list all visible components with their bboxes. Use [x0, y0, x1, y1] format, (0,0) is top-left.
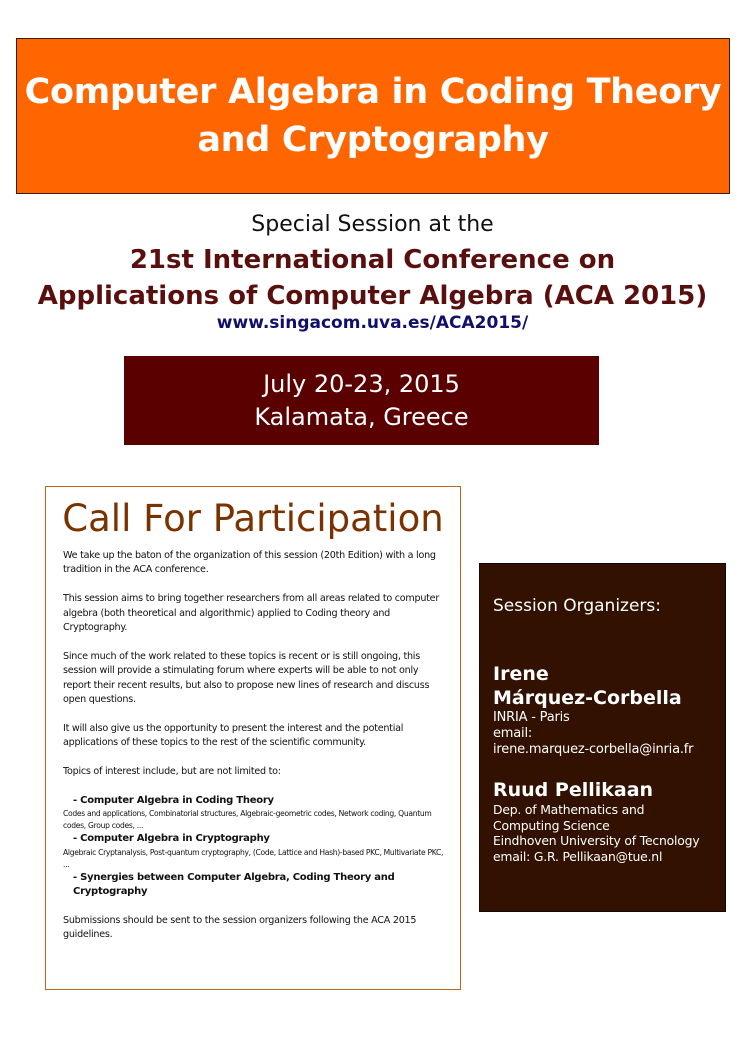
- poster-title-line-2: and Cryptography: [197, 120, 549, 160]
- organizer-1-name-line-2: Márquez-Corbella: [493, 687, 682, 709]
- organizer-2-university: Eindhoven University of Tecnology: [493, 833, 700, 848]
- organizer-1-email[interactable]: irene.marquez-corbella@inria.fr: [493, 742, 694, 757]
- organizer-2-department-line-2: Computing Science: [493, 817, 610, 833]
- organizer-2-department-line-1: Dep. of Mathematics and: [493, 802, 645, 817]
- organizers-box: [479, 563, 726, 912]
- poster-title-line-1: Computer Algebra in Coding Theory: [24, 72, 722, 112]
- topic-title: - Synergies between Computer Algebra, Coding Theory and Cryptography: [73, 871, 395, 898]
- call-for-participation-box: [45, 486, 461, 990]
- organizer-2: [493, 778, 723, 864]
- session-intro: Special Session at the: [251, 212, 494, 237]
- cfp-heading: Call For Participation: [62, 497, 444, 540]
- conference-url[interactable]: www.singacom.uva.es/ACA2015/: [216, 313, 529, 333]
- cfp-closing: Submissions should be sent to the session organizers following the ACA 2015 guidelines.: [63, 914, 417, 941]
- cfp-paragraph-2: This session aims to bring together researchers from all areas related to computer algebra (both theoretical and algorithmic) applied to Coding theory and Cryptography.: [63, 593, 440, 634]
- title-banner: [16, 38, 730, 194]
- topic-description: Codes and applications, Combinatorial structures, Algebraic-geometric codes, Network coding, Quantum codes, Group codes, ...: [63, 809, 432, 831]
- topics-intro: Topics of interest include, but are not limited to:: [63, 766, 281, 778]
- organizer-2-name: Ruud Pellikaan: [493, 779, 654, 801]
- cfp-body: [63, 549, 448, 957]
- organizers-heading: Session Organizers:: [493, 596, 661, 616]
- organizer-1-affiliation: INRIA - Paris: [493, 710, 570, 725]
- organizer-1: [493, 662, 723, 758]
- date-location-box: [124, 356, 599, 445]
- cfp-paragraph-1: We take up the baton of the organization of this session (20th Edition) with a long tradition in the ACA conference.: [63, 550, 436, 576]
- organizer-2-email[interactable]: email: G.R. Pellikaan@tue.nl: [493, 848, 663, 864]
- event-dates: July 20-23, 2015: [263, 369, 460, 398]
- conference-name-line-1: 21st International Conference on: [129, 245, 616, 275]
- cfp-paragraph-4: It will also give us the opportunity to present the interest and the potential applications of these topics to the rest of the scientific community.: [63, 722, 404, 749]
- topics-list: [63, 794, 448, 900]
- topic-title: - Computer Algebra in Cryptography: [73, 833, 270, 845]
- cfp-paragraph-3: Since much of the work related to these topics is recent or is still ongoing, this session will provide a stimulating forum where experts will be able to not only report their recent results, but also to propose new lines of research and discuss open questions.: [63, 650, 430, 706]
- organizer-1-name-line-1: Irene: [493, 663, 549, 685]
- topic-description: Algebraic Cryptanalysis, Post-quantum cryptography, (Code, Lattice and Hash)-based PKC, Multivariate PKC, ...: [63, 847, 444, 869]
- event-location: Kalamata, Greece: [254, 402, 469, 431]
- organizer-1-email-label: email:: [493, 726, 533, 741]
- conference-name-line-2: Applications of Computer Algebra (ACA 2015): [37, 281, 708, 311]
- topic-title: - Computer Algebra in Coding Theory: [73, 794, 274, 806]
